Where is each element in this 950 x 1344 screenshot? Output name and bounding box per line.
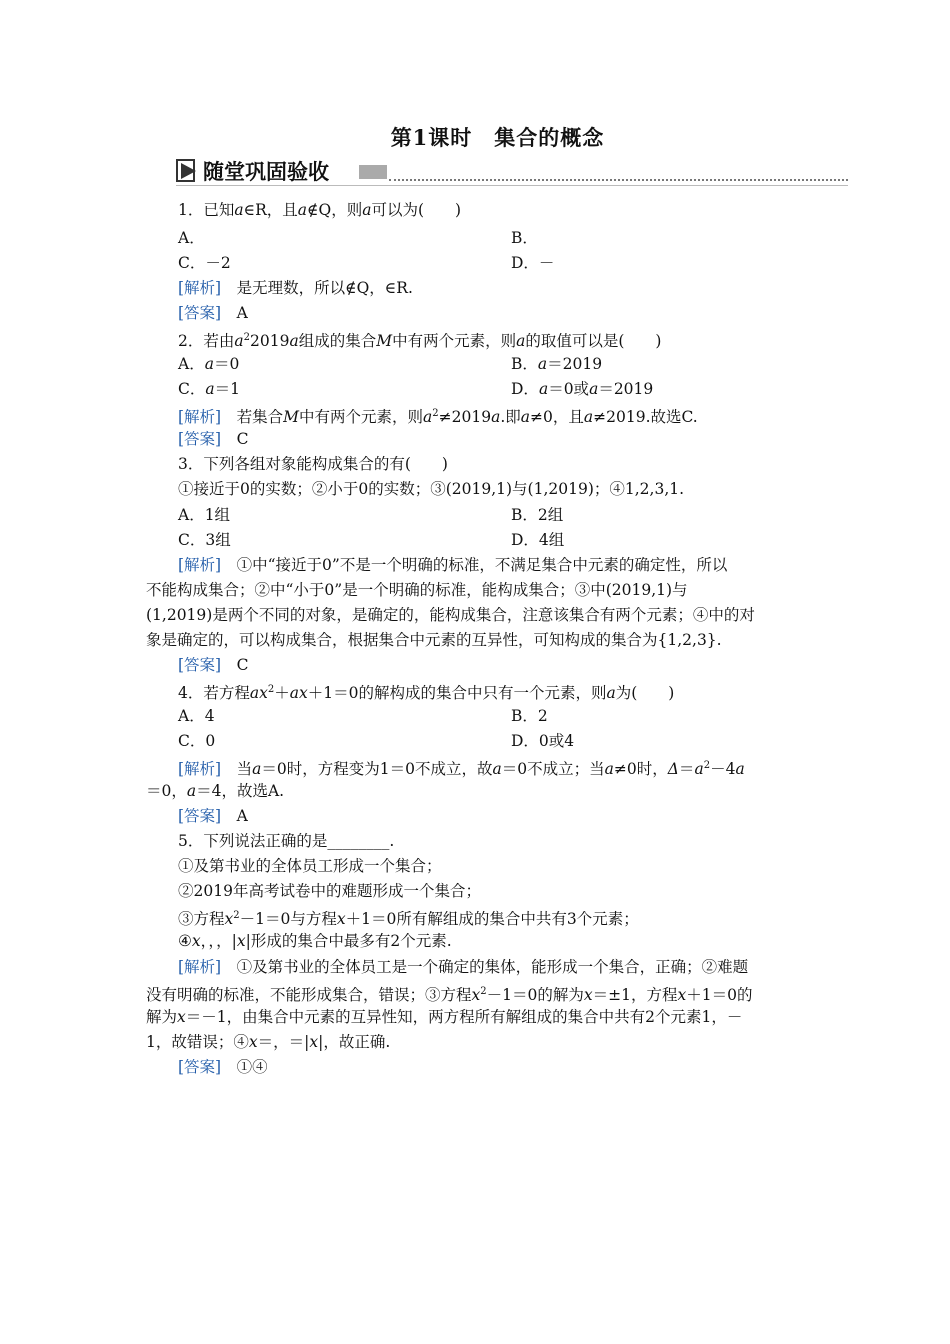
q3-option-d: D．4组 (511, 531, 565, 549)
q1-option-c: C．－2 (178, 254, 231, 272)
q1-option-a: A． (178, 229, 205, 247)
q2-option-c: C．a＝1 (178, 380, 240, 398)
q4-analysis-line-2: ＝0，a＝4，故选A. (146, 782, 285, 800)
q4-analysis-line-1: [解析] 当a＝0时，方程变为1＝0不成立，故a＝0不成立；当a≠0时，$\Delta=a^2-4a$ (178, 760, 745, 779)
q3-answer: [答案] C (178, 656, 249, 674)
page-title: 第1课时 集合的概念 (390, 125, 605, 150)
q3-items: ①接近于0的实数；②小于0的实数；③(2019,1)与(1,2019)；④1,2,3,1. (178, 480, 685, 498)
q3-option-c: C．3组 (178, 531, 231, 549)
q3-option-b: B．2组 (511, 506, 564, 524)
q4-answer: [答案] A (178, 807, 248, 825)
q2-option-d: D．a＝0或a＝2019 (511, 380, 654, 398)
q3-analysis-line-2: 不能构成集合；②中“小于0”是一个明确的标准，能构成集合；③中(2019,1)与 (146, 581, 688, 599)
q1-option-b: B． (511, 229, 538, 247)
q5-analysis-line-2: 没有明确的标准，不能形成集合，错误；③方程$x^2-1=0$的解为x＝±1，方程x＋1＝0的 (146, 986, 753, 1005)
q4-option-a: A．4 (178, 707, 215, 725)
q4-stem: 4．若方程$ax^2+ax+1=0$的解构成的集合中只有一个元素，则a为( ) (178, 684, 675, 703)
q5-statement-1: ①及第书业的全体员工形成一个集合； (178, 857, 442, 875)
q5-statement-4: ④x，，，|x|形成的集合中最多有2个元素. (178, 932, 452, 950)
q2-answer: [答案] C (178, 430, 249, 448)
section-heading: 随堂巩固验收 (203, 160, 329, 184)
q2-option-b: B．a＝2019 (511, 355, 603, 373)
banner-dotted-rule (389, 179, 848, 181)
q4-option-c: C．0 (178, 732, 216, 750)
q5-stem: 5．下列说法正确的是________. (178, 832, 395, 850)
q5-answer: [答案] ①④ (178, 1058, 268, 1076)
q1-answer: [答案] A (178, 304, 248, 322)
q5-statement-3: ③方程$x^2-1=0$与方程x＋1＝0所有解组成的集合中共有3个元素； (178, 910, 639, 929)
q3-analysis-line-1: [解析] ①中“接近于0”不是一个明确的标准，不满足集合中元素的确定性，所以 (178, 556, 728, 574)
play-arrow-icon (176, 159, 198, 183)
q1-stem: 1．已知a∈R，且a∉Q，则a可以为( ) (178, 201, 462, 219)
q5-analysis-line-4: 1，故错误；④x＝，＝|x|，故正确. (146, 1033, 391, 1051)
banner-underline (176, 185, 848, 186)
q1-option-d: D．－ (511, 254, 555, 272)
section-banner (176, 157, 848, 187)
q3-analysis-line-4: 象是确定的，可以构成集合，根据集合中元素的互异性，可知构成的集合为{1,2,3}. (146, 631, 722, 649)
q3-analysis-line-3: (1,2019)是两个不同的对象，是确定的，能构成集合，注意该集合有两个元素；④中的对 (146, 606, 755, 624)
q5-analysis-line-3: 解为x＝－1，由集合中元素的互异性知，两方程所有解组成的集合中共有2个元素1，－ (146, 1008, 743, 1026)
q4-option-b: B．2 (511, 707, 548, 725)
q5-analysis-line-1: [解析] ①及第书业的全体员工是一个确定的集体，能形成一个集合，正确；②难题 (178, 958, 749, 976)
q3-option-a: A．1组 (178, 506, 231, 524)
banner-gray-bar (359, 165, 387, 179)
q2-option-a: A．a＝0 (178, 355, 240, 373)
q4-option-d: D．0或4 (511, 732, 575, 750)
q2-stem: 2．若由$a^22019a$组成的集合M中有两个元素，则a的取值可以是( ) (178, 332, 662, 351)
q2-analysis: [解析] 若集合M中有两个元素，则$a^2\ne 2019a$.即a≠0，且a≠2019.故选C. (178, 408, 698, 427)
q1-analysis: [解析] 是无理数，所以∉Q，∈R. (178, 279, 413, 297)
q5-statement-2: ②2019年高考试卷中的难题形成一个集合； (178, 882, 481, 900)
q3-stem: 3．下列各组对象能构成集合的有( ) (178, 455, 448, 473)
